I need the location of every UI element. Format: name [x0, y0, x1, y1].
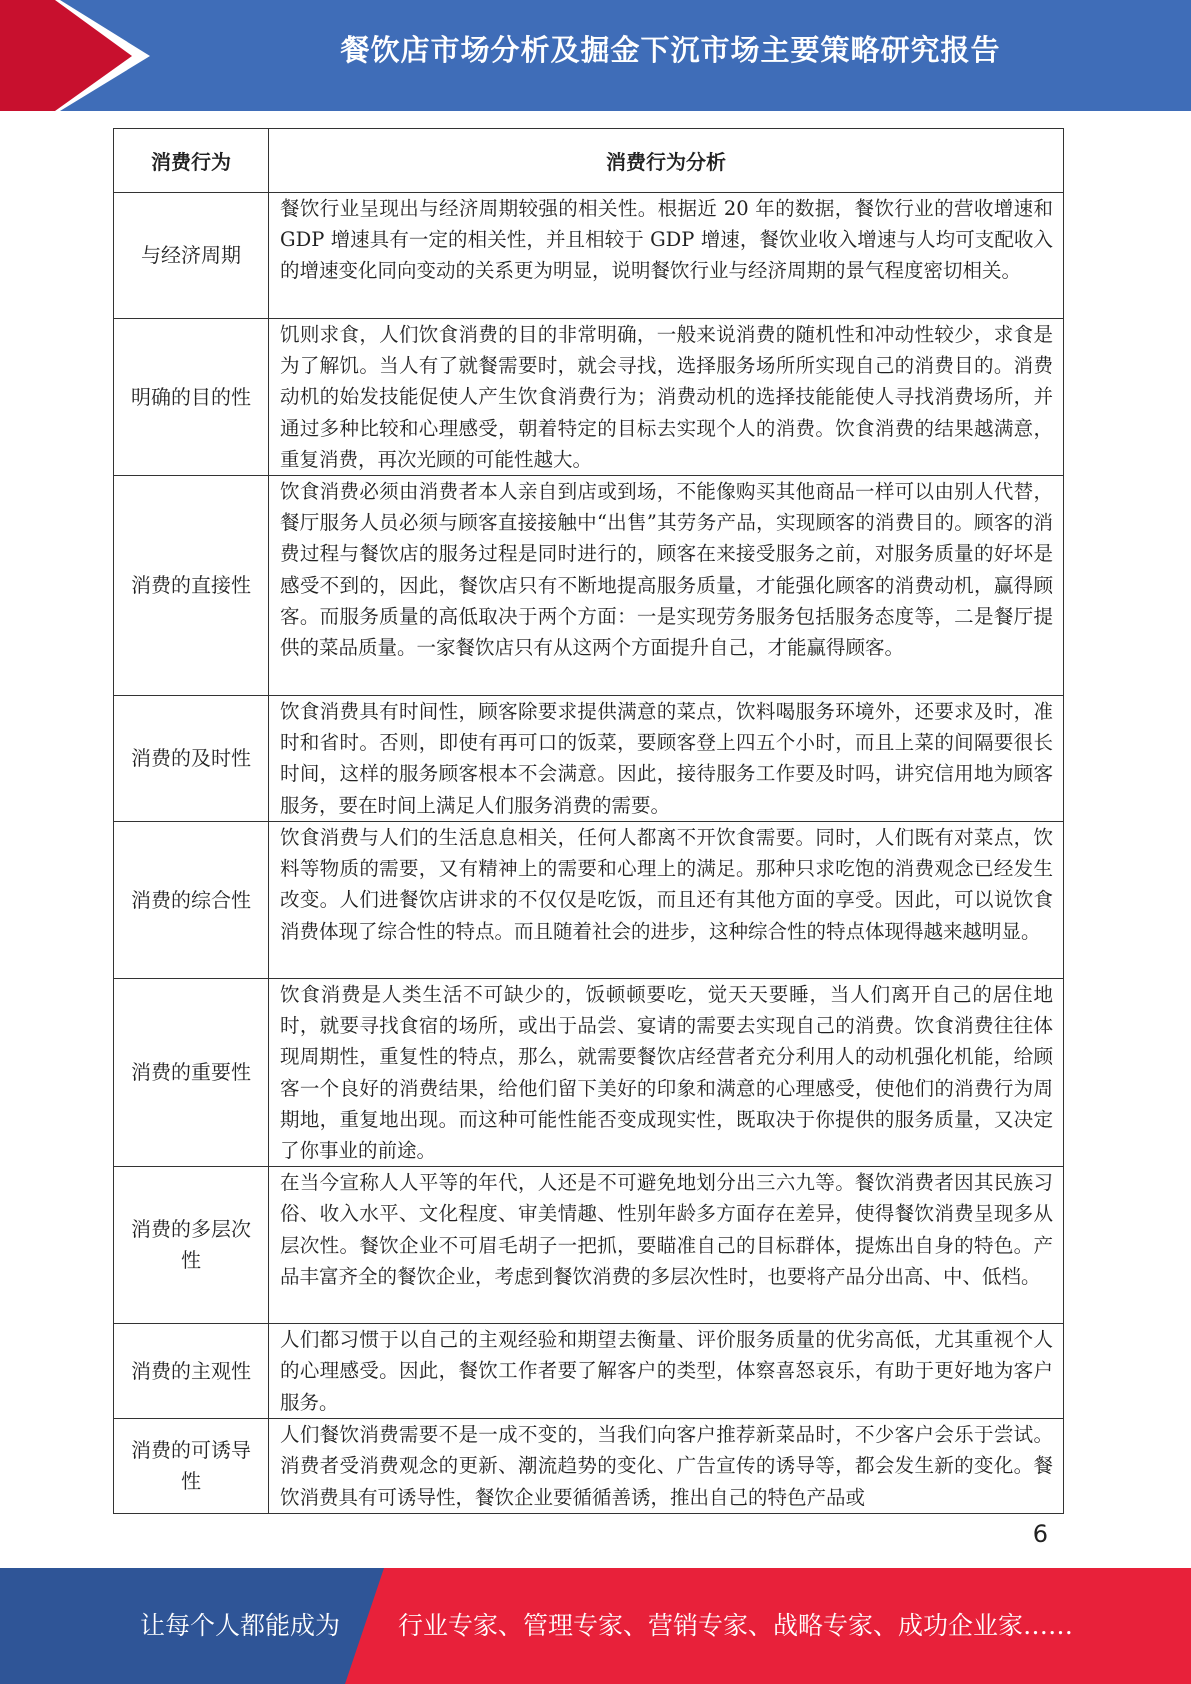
behavior-analysis: 饮食消费具有时间性，顾客除要求提供满意的菜点，饮料喝服务环境外，还要求及时，准时和省时。否则，即使有再可口的饭菜，要顾客登上四五个小时，而且上菜的间隔要很长时间，这样的服务顾客根本不会满意。因此，接待服务工作要及时吗，讲究信用地为顾客服务，要在时间上满足人们服务消费的需要。 — [269, 696, 1064, 822]
table-row — [114, 1167, 1064, 1324]
behavior-category: 消费的及时性 — [114, 696, 269, 822]
behavior-category: 消费的可诱导性 — [114, 1419, 269, 1514]
behavior-analysis: 餐饮行业呈现出与经济周期较强的相关性。根据近 20 年的数据，餐饮行业的营收增速和 GDP 增速具有一定的相关性，并且相较于 GDP 增速，餐饮业收入增速与人均可支配收入的增速变化同向变动的关系更为明显，说明餐饮行业与经济周期的景气程度密切相关。 — [269, 193, 1064, 319]
behavior-category: 明确的目的性 — [114, 319, 269, 476]
behavior-category: 消费的重要性 — [114, 979, 269, 1167]
table-row — [114, 1419, 1064, 1514]
header-behavior: 消费行为 — [114, 129, 269, 193]
table-header-row — [114, 129, 1064, 193]
behavior-analysis: 饥则求食，人们饮食消费的目的非常明确，一般来说消费的随机性和冲动性较少，求食是为了解饥。当人有了就餐需要时，就会寻找，选择服务场所所实现自己的消费目的。消费动机的始发技能促使人产生饮食消费行为；消费动机的选择技能能使人寻找消费场所，并通过多种比较和心理感受，朝着特定的目标去实现个人的消费。饮食消费的结果越满意，重复消费，再次光顾的可能性越大。 — [269, 319, 1064, 476]
behavior-analysis: 饮食消费是人类生活不可缺少的，饭顿顿要吃，觉天天要睡，当人们离开自己的居住地时，就要寻找食宿的场所，或出于品尝、宴请的需要去实现自己的消费。饮食消费往往体现周期性，重复性的特点，那么，就需要餐饮店经营者充分利用人的动机强化机能，给顾客一个良好的消费结果，给他们留下美好的印象和满意的心理感受，使他们的消费行为周期地，重复地出现。而这种可能性能否变成现实性，既取决于你提供的服务质量，又决定了你事业的前途。 — [269, 979, 1064, 1167]
footer-slogan-right: 行业专家、管理专家、营销专家、战略专家、成功企业家…… — [398, 1611, 1074, 1640]
behavior-analysis: 饮食消费与人们的生活息息相关，任何人都离不开饮食需要。同时，人们既有对菜点，饮料等物质的需要，又有精神上的需要和心理上的满足。那种只求吃饱的消费观念已经发生改变。人们进餐饮店讲求的不仅仅是吃饭，而且还有其他方面的享受。因此，可以说饮食消费体现了综合性的特点。而且随着社会的进步，这种综合性的特点体现得越来越明显。 — [269, 822, 1064, 979]
table-row — [114, 319, 1064, 476]
behavior-analysis: 在当今宣称人人平等的年代，人还是不可避免地划分出三六九等。餐饮消费者因其民族习俗、收入水平、文化程度、审美情趣、性别年龄多方面存在差异，使得餐饮消费呈现多从层次性。餐饮企业不可眉毛胡子一把抓，要瞄准自己的目标群体，提炼出自身的特色。产品丰富齐全的餐饮企业，考虑到餐饮消费的多层次性时，也要将产品分出高、中、低档。 — [269, 1167, 1064, 1324]
header-analysis: 消费行为分析 — [269, 129, 1064, 193]
behavior-category: 消费的综合性 — [114, 822, 269, 979]
footer-slogan-left: 让每个人都能成为 — [140, 1611, 341, 1640]
table-row — [114, 1324, 1064, 1419]
behavior-analysis: 人们都习惯于以自己的主观经验和期望去衡量、评价服务质量的优劣高低，尤其重视个人的心理感受。因此，餐饮工作者要了解客户的类型，体察喜怒哀乐，有助于更好地为客户服务。 — [269, 1324, 1064, 1419]
behavior-analysis: 人们餐饮消费需要不是一成不变的，当我们向客户推荐新菜品时，不少客户会乐于尝试。消费者受消费观念的更新、潮流趋势的变化、广告宣传的诱导等，都会发生新的变化。餐饮消费具有可诱导性，餐饮企业要循循善诱，推出自己的特色产品或 — [269, 1419, 1064, 1514]
page-footer — [0, 1568, 1191, 1684]
page-header — [0, 0, 1191, 111]
table-row — [114, 822, 1064, 979]
report-title: 餐饮店市场分析及掘金下沉市场主要策略研究报告 — [340, 33, 1001, 67]
behavior-category: 消费的直接性 — [114, 476, 269, 696]
behavior-category: 消费的主观性 — [114, 1324, 269, 1419]
consumer-behavior-table — [113, 128, 1064, 1514]
behavior-category: 与经济周期 — [114, 193, 269, 319]
page-number: 6 — [1032, 1520, 1048, 1548]
behavior-analysis: 饮食消费必须由消费者本人亲自到店或到场，不能像购买其他商品一样可以由别人代替，餐厅服务人员必须与顾客直接接触中“出售”其劳务产品，实现顾客的消费目的。顾客的消费过程与餐饮店的服务过程是同时进行的，顾客在来接受服务之前，对服务质量的好坏是感受不到的，因此，餐饮店只有不断地提高服务质量，才能强化顾客的消费动机，赢得顾客。而服务质量的高低取决于两个方面：一是实现劳务服务包括服务态度等，二是餐厅提供的菜品质量。一家餐饮店只有从这两个方面提升自己，才能赢得顾客。 — [269, 476, 1064, 696]
table-row — [114, 193, 1064, 319]
table-row — [114, 979, 1064, 1167]
table-row — [114, 696, 1064, 822]
table-row — [114, 476, 1064, 696]
behavior-category: 消费的多层次性 — [114, 1167, 269, 1324]
